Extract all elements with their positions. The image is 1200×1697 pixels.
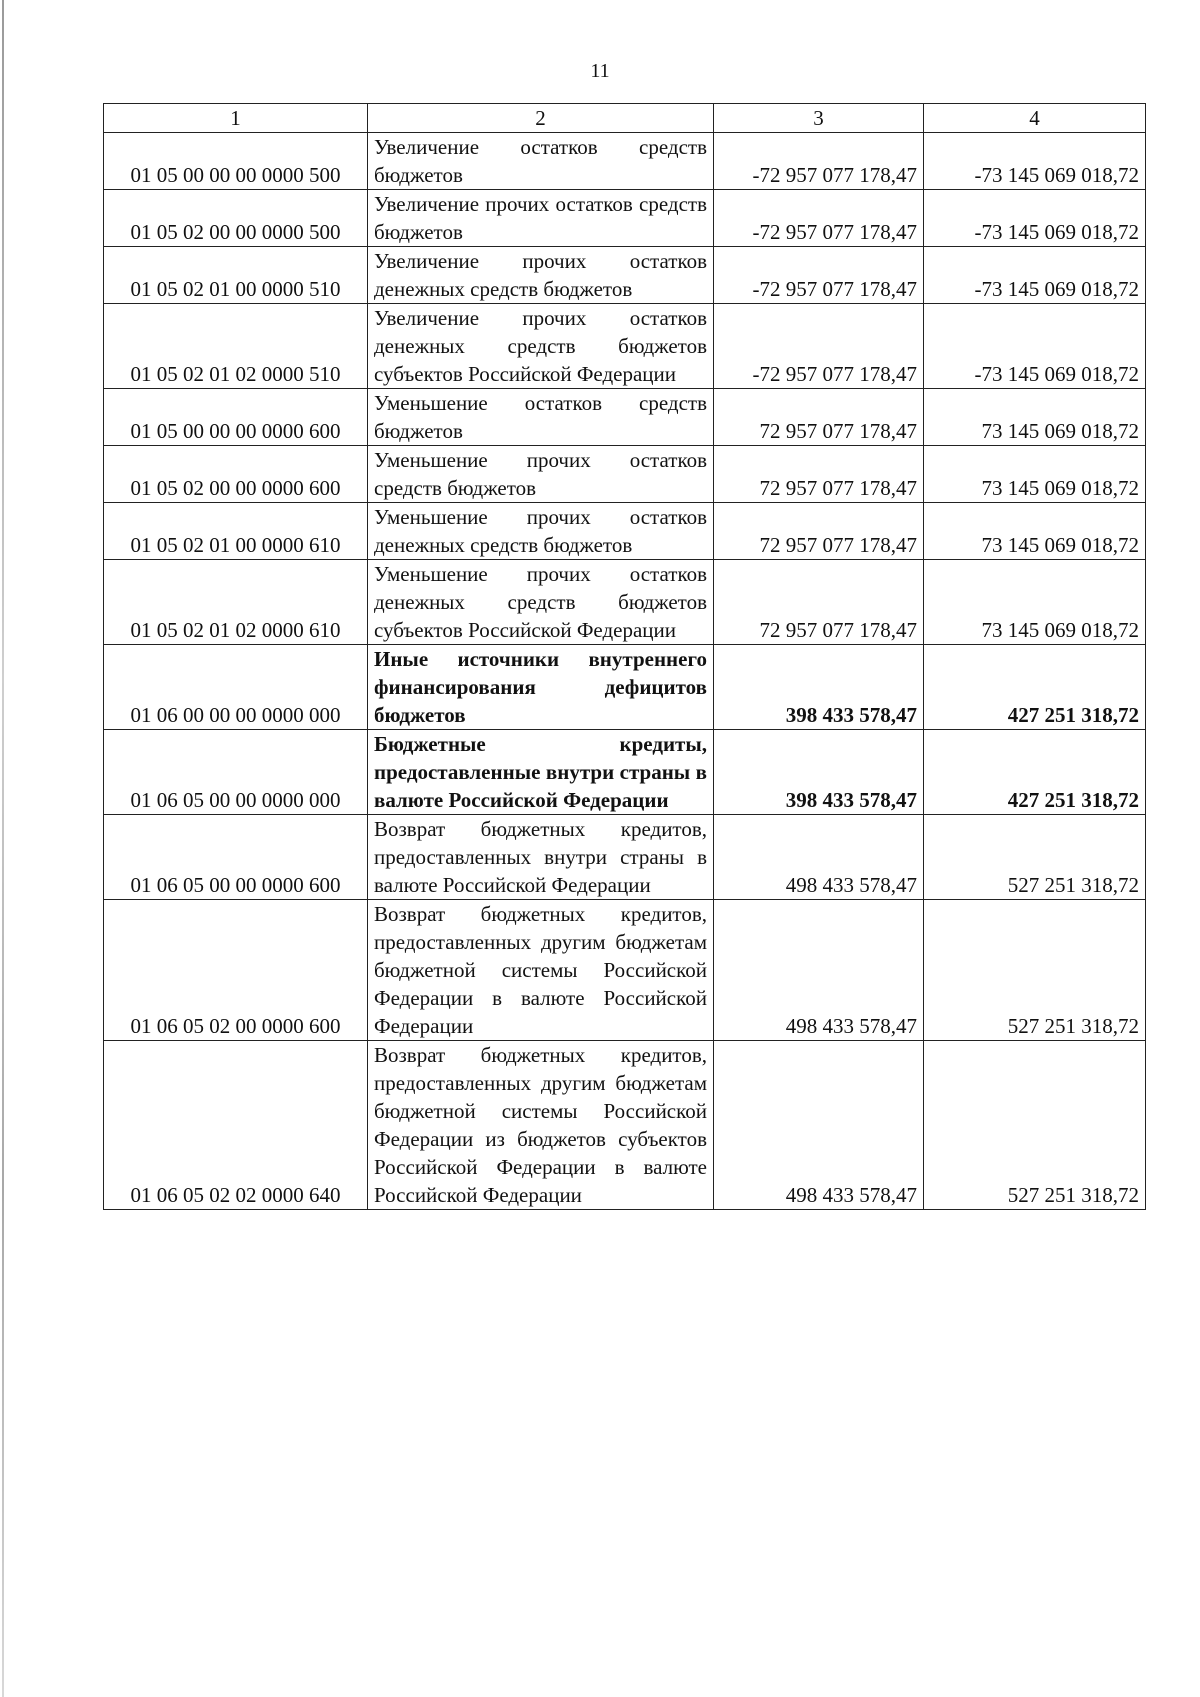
row-name: Уменьшение прочих остатков средств бюджетов <box>368 446 714 503</box>
row-code: 01 06 05 00 00 0000 600 <box>104 815 368 900</box>
row-code: 01 05 00 00 00 0000 500 <box>104 133 368 190</box>
row-code: 01 05 02 01 00 0000 510 <box>104 247 368 304</box>
page-number: 11 <box>590 60 610 82</box>
row-code: 01 06 05 02 00 0000 600 <box>104 900 368 1041</box>
table-row <box>104 503 1146 560</box>
table-body <box>104 133 1146 1210</box>
row-name: Бюджетные кредиты, предоставленные внутри страны в валюте Российской Федерации <box>368 730 714 815</box>
table-row <box>104 389 1146 446</box>
scan-edge-line <box>2 0 4 1697</box>
row-code: 01 05 02 00 00 0000 500 <box>104 190 368 247</box>
row-name: Иные источники внутреннего финансирования дефицитов бюджетов <box>368 645 714 730</box>
row-amount-col3: -72 957 077 178,47 <box>714 133 924 190</box>
header-col-2: 2 <box>368 104 714 133</box>
row-code: 01 05 02 01 02 0000 510 <box>104 304 368 389</box>
row-code: 01 06 05 00 00 0000 000 <box>104 730 368 815</box>
table-row <box>104 446 1146 503</box>
row-amount-col4: -73 145 069 018,72 <box>924 247 1146 304</box>
table-row <box>104 560 1146 645</box>
header-col-4: 4 <box>924 104 1146 133</box>
table-row <box>104 247 1146 304</box>
header-col-1: 1 <box>104 104 368 133</box>
row-amount-col3: 498 433 578,47 <box>714 900 924 1041</box>
row-name: Увеличение прочих остатков средств бюджетов <box>368 190 714 247</box>
table-row <box>104 1041 1146 1210</box>
row-name: Уменьшение прочих остатков денежных средств бюджетов <box>368 503 714 560</box>
table-row <box>104 190 1146 247</box>
table-row <box>104 304 1146 389</box>
row-amount-col3: 72 957 077 178,47 <box>714 560 924 645</box>
row-name: Уменьшение остатков средств бюджетов <box>368 389 714 446</box>
row-amount-col3: 398 433 578,47 <box>714 730 924 815</box>
row-amount-col4: 527 251 318,72 <box>924 900 1146 1041</box>
row-amount-col3: 398 433 578,47 <box>714 645 924 730</box>
row-name: Уменьшение прочих остатков денежных средств бюджетов субъектов Российской Федерации <box>368 560 714 645</box>
budget-sources-table <box>103 103 1146 1210</box>
header-row <box>104 104 1146 133</box>
row-code: 01 05 02 01 00 0000 610 <box>104 503 368 560</box>
row-amount-col4: 427 251 318,72 <box>924 645 1146 730</box>
table-row <box>104 133 1146 190</box>
row-amount-col4: 73 145 069 018,72 <box>924 389 1146 446</box>
row-amount-col4: 527 251 318,72 <box>924 1041 1146 1210</box>
row-amount-col3: 72 957 077 178,47 <box>714 446 924 503</box>
row-code: 01 05 02 00 00 0000 600 <box>104 446 368 503</box>
row-amount-col3: 498 433 578,47 <box>714 1041 924 1210</box>
row-name: Увеличение остатков средств бюджетов <box>368 133 714 190</box>
row-amount-col4: -73 145 069 018,72 <box>924 304 1146 389</box>
row-amount-col3: 72 957 077 178,47 <box>714 389 924 446</box>
table-row <box>104 815 1146 900</box>
row-name: Возврат бюджетных кредитов, предоставленных другим бюджетам бюджетной системы Российской Федерации в валюте Российской Федерации <box>368 900 714 1041</box>
row-amount-col3: -72 957 077 178,47 <box>714 247 924 304</box>
row-amount-col4: 427 251 318,72 <box>924 730 1146 815</box>
row-name: Увеличение прочих остатков денежных средств бюджетов субъектов Российской Федерации <box>368 304 714 389</box>
row-code: 01 06 05 02 02 0000 640 <box>104 1041 368 1210</box>
row-name: Увеличение прочих остатков денежных средств бюджетов <box>368 247 714 304</box>
row-amount-col3: -72 957 077 178,47 <box>714 304 924 389</box>
row-amount-col4: -73 145 069 018,72 <box>924 133 1146 190</box>
row-amount-col4: 527 251 318,72 <box>924 815 1146 900</box>
row-amount-col4: -73 145 069 018,72 <box>924 190 1146 247</box>
row-amount-col3: -72 957 077 178,47 <box>714 190 924 247</box>
row-code: 01 05 00 00 00 0000 600 <box>104 389 368 446</box>
row-code: 01 06 00 00 00 0000 000 <box>104 645 368 730</box>
row-amount-col4: 73 145 069 018,72 <box>924 446 1146 503</box>
row-name: Возврат бюджетных кредитов, предоставленных другим бюджетам бюджетной системы Российской Федерации из бюджетов субъектов Российской Федерации в валюте Российской Федерации <box>368 1041 714 1210</box>
table-row <box>104 645 1146 730</box>
header-col-3: 3 <box>714 104 924 133</box>
row-amount-col4: 73 145 069 018,72 <box>924 560 1146 645</box>
row-name: Возврат бюджетных кредитов, предоставленных внутри страны в валюте Российской Федерации <box>368 815 714 900</box>
row-code: 01 05 02 01 02 0000 610 <box>104 560 368 645</box>
row-amount-col3: 72 957 077 178,47 <box>714 503 924 560</box>
table-row <box>104 900 1146 1041</box>
row-amount-col3: 498 433 578,47 <box>714 815 924 900</box>
row-amount-col4: 73 145 069 018,72 <box>924 503 1146 560</box>
table-row <box>104 730 1146 815</box>
